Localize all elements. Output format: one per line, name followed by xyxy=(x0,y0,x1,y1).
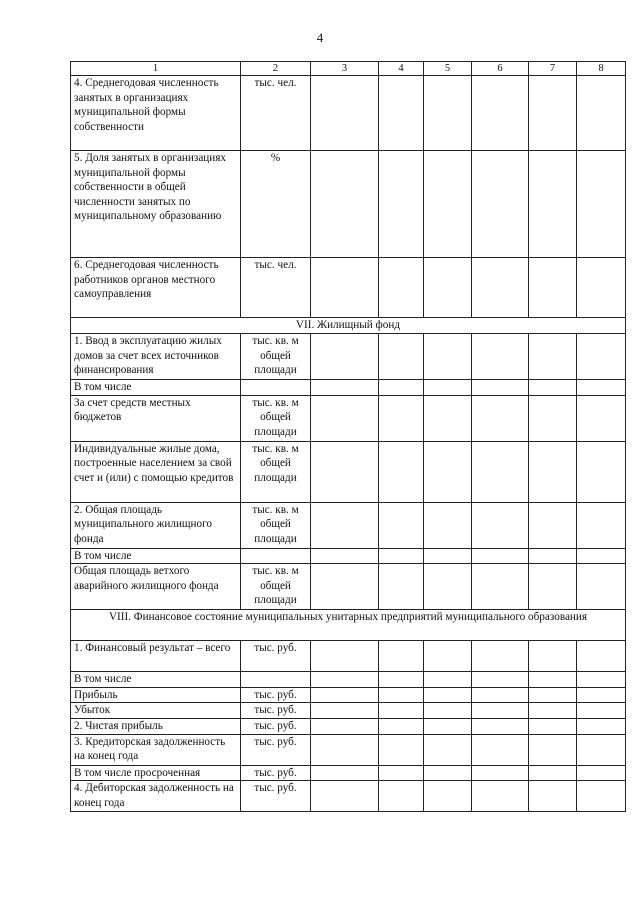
value-cell[interactable] xyxy=(379,564,424,610)
value-cell[interactable] xyxy=(577,718,626,734)
indicator-name: 4. Дебиторская задолженность на конец года xyxy=(71,781,241,812)
section-title: VII. Жилищный фонд xyxy=(71,318,626,334)
value-cell[interactable] xyxy=(311,502,379,548)
value-cell[interactable] xyxy=(424,258,472,318)
value-cell[interactable] xyxy=(577,395,626,441)
value-cell[interactable] xyxy=(424,502,472,548)
value-cell[interactable] xyxy=(424,765,472,781)
table-row xyxy=(71,718,626,734)
value-cell[interactable] xyxy=(379,441,424,502)
value-cell[interactable] xyxy=(379,380,424,396)
section-row xyxy=(71,610,626,641)
value-cell[interactable] xyxy=(311,734,379,765)
value-cell[interactable] xyxy=(577,703,626,719)
indicator-name: За счет средств местных бюджетов xyxy=(71,395,241,441)
value-cell[interactable] xyxy=(424,564,472,610)
header-cell: 2 xyxy=(241,62,311,76)
value-cell[interactable] xyxy=(577,548,626,564)
indicator-unit: тыс. чел. xyxy=(241,258,311,318)
value-cell[interactable] xyxy=(379,641,424,672)
header-cell: 5 xyxy=(424,62,472,76)
table-row xyxy=(71,765,626,781)
value-cell[interactable] xyxy=(529,734,577,765)
value-cell[interactable] xyxy=(529,76,577,151)
indicator-unit: тыс. руб. xyxy=(241,703,311,719)
table-row xyxy=(71,151,626,258)
value-cell[interactable] xyxy=(472,334,529,380)
indicator-unit: тыс. кв. м общей площади xyxy=(241,564,311,610)
value-cell[interactable] xyxy=(311,441,379,502)
value-cell[interactable] xyxy=(379,734,424,765)
value-cell[interactable] xyxy=(311,395,379,441)
value-cell[interactable] xyxy=(472,718,529,734)
value-cell[interactable] xyxy=(379,687,424,703)
value-cell[interactable] xyxy=(424,703,472,719)
indicator-name: 3. Кредиторская задолженность на конец года xyxy=(71,734,241,765)
table-row xyxy=(71,781,626,812)
value-cell[interactable] xyxy=(529,703,577,719)
value-cell[interactable] xyxy=(472,687,529,703)
indicator-unit: тыс. кв. м общей площади xyxy=(241,502,311,548)
table-row xyxy=(71,672,626,688)
indicator-unit: тыс. руб. xyxy=(241,765,311,781)
value-cell[interactable] xyxy=(311,641,379,672)
value-cell[interactable] xyxy=(424,641,472,672)
indicator-unit: тыс. руб. xyxy=(241,641,311,672)
value-cell[interactable] xyxy=(472,380,529,396)
value-cell[interactable] xyxy=(577,502,626,548)
value-cell[interactable] xyxy=(529,548,577,564)
indicator-unit: тыс. чел. xyxy=(241,76,311,151)
value-cell[interactable] xyxy=(311,672,379,688)
value-cell[interactable] xyxy=(472,151,529,258)
value-cell[interactable] xyxy=(424,734,472,765)
value-cell[interactable] xyxy=(472,564,529,610)
indicator-name: Общая площадь ветхого аварийного жилищного фонда xyxy=(71,564,241,610)
value-cell[interactable] xyxy=(577,564,626,610)
value-cell[interactable] xyxy=(577,687,626,703)
indicator-unit: тыс. кв. м общей площади xyxy=(241,334,311,380)
table-row xyxy=(71,395,626,441)
value-cell[interactable] xyxy=(577,380,626,396)
value-cell[interactable] xyxy=(379,781,424,812)
table-row xyxy=(71,548,626,564)
value-cell[interactable] xyxy=(379,502,424,548)
header-cell: 8 xyxy=(577,62,626,76)
value-cell[interactable] xyxy=(577,258,626,318)
value-cell[interactable] xyxy=(472,395,529,441)
value-cell[interactable] xyxy=(529,672,577,688)
header-cell: 3 xyxy=(311,62,379,76)
value-cell[interactable] xyxy=(472,548,529,564)
value-cell[interactable] xyxy=(472,672,529,688)
indicator-unit: тыс. кв. м общей площади xyxy=(241,441,311,502)
indicator-unit: тыс. руб. xyxy=(241,734,311,765)
value-cell[interactable] xyxy=(472,734,529,765)
indicator-name: 2. Чистая прибыль xyxy=(71,718,241,734)
value-cell[interactable] xyxy=(424,441,472,502)
indicator-name: Убыток xyxy=(71,703,241,719)
value-cell[interactable] xyxy=(577,151,626,258)
value-cell[interactable] xyxy=(577,76,626,151)
indicator-name: 5. Доля занятых в организациях муниципальной формы собственности в общей численности занятых по муниципальному образованию xyxy=(71,151,241,258)
value-cell[interactable] xyxy=(529,395,577,441)
value-cell[interactable] xyxy=(529,258,577,318)
value-cell[interactable] xyxy=(311,703,379,719)
value-cell[interactable] xyxy=(577,441,626,502)
indicator-name: 1. Финансовый результат – всего xyxy=(71,641,241,672)
table-row xyxy=(71,564,626,610)
value-cell[interactable] xyxy=(379,718,424,734)
value-cell[interactable] xyxy=(529,765,577,781)
value-cell[interactable] xyxy=(311,564,379,610)
value-cell[interactable] xyxy=(379,151,424,258)
value-cell[interactable] xyxy=(577,734,626,765)
header-cell: 6 xyxy=(472,62,529,76)
indicator-name: Прибыль xyxy=(71,687,241,703)
value-cell[interactable] xyxy=(311,151,379,258)
value-cell[interactable] xyxy=(577,781,626,812)
value-cell[interactable] xyxy=(424,548,472,564)
value-cell[interactable] xyxy=(424,687,472,703)
table-row xyxy=(71,703,626,719)
value-cell[interactable] xyxy=(529,151,577,258)
indicator-name: В том числе xyxy=(71,672,241,688)
value-cell[interactable] xyxy=(379,703,424,719)
value-cell[interactable] xyxy=(311,781,379,812)
value-cell[interactable] xyxy=(424,718,472,734)
value-cell[interactable] xyxy=(577,765,626,781)
value-cell[interactable] xyxy=(424,334,472,380)
value-cell[interactable] xyxy=(311,548,379,564)
value-cell[interactable] xyxy=(529,718,577,734)
header-cell: 7 xyxy=(529,62,577,76)
indicator-name: 2. Общая площадь муниципального жилищного фонда xyxy=(71,502,241,548)
value-cell[interactable] xyxy=(529,687,577,703)
value-cell[interactable] xyxy=(424,76,472,151)
value-cell[interactable] xyxy=(379,334,424,380)
value-cell[interactable] xyxy=(424,781,472,812)
value-cell[interactable] xyxy=(311,334,379,380)
page-number: 4 xyxy=(316,30,324,45)
indicator-name: В том числе xyxy=(71,548,241,564)
value-cell[interactable] xyxy=(529,564,577,610)
value-cell[interactable] xyxy=(311,687,379,703)
header-row xyxy=(71,62,626,76)
indicator-name: В том числе просроченная xyxy=(71,765,241,781)
table-row xyxy=(71,76,626,151)
value-cell[interactable] xyxy=(529,380,577,396)
value-cell[interactable] xyxy=(311,718,379,734)
indicator-unit xyxy=(241,380,311,396)
table-row xyxy=(71,258,626,318)
value-cell[interactable] xyxy=(311,380,379,396)
value-cell[interactable] xyxy=(379,672,424,688)
value-cell[interactable] xyxy=(379,76,424,151)
header-cell: 4 xyxy=(379,62,424,76)
value-cell[interactable] xyxy=(529,334,577,380)
indicator-name: 6. Среднегодовая численность работников органов местного самоуправления xyxy=(71,258,241,318)
value-cell[interactable] xyxy=(529,441,577,502)
table-row xyxy=(71,687,626,703)
indicator-unit xyxy=(241,548,311,564)
value-cell[interactable] xyxy=(577,672,626,688)
indicator-unit: тыс. руб. xyxy=(241,781,311,812)
value-cell[interactable] xyxy=(472,703,529,719)
indicator-unit xyxy=(241,672,311,688)
value-cell[interactable] xyxy=(472,258,529,318)
indicator-name: Индивидуальные жилые дома, построенные населением за свой счет и (или) с помощью кредитов xyxy=(71,441,241,502)
indicators-table xyxy=(70,61,626,812)
value-cell[interactable] xyxy=(311,76,379,151)
value-cell[interactable] xyxy=(311,258,379,318)
section-title: VIII. Финансовое состояние муниципальных унитарных предприятий муниципального образования xyxy=(71,610,626,641)
indicator-name: В том числе xyxy=(71,380,241,396)
value-cell[interactable] xyxy=(529,502,577,548)
value-cell[interactable] xyxy=(379,765,424,781)
value-cell[interactable] xyxy=(424,151,472,258)
table-row xyxy=(71,641,626,672)
value-cell[interactable] xyxy=(379,548,424,564)
value-cell[interactable] xyxy=(529,641,577,672)
value-cell[interactable] xyxy=(379,258,424,318)
table-row xyxy=(71,734,626,765)
value-cell[interactable] xyxy=(472,641,529,672)
indicator-unit: % xyxy=(241,151,311,258)
indicator-unit: тыс. руб. xyxy=(241,718,311,734)
table-row xyxy=(71,380,626,396)
indicator-unit: тыс. руб. xyxy=(241,687,311,703)
value-cell[interactable] xyxy=(472,765,529,781)
value-cell[interactable] xyxy=(577,334,626,380)
value-cell[interactable] xyxy=(311,765,379,781)
header-cell: 1 xyxy=(71,62,241,76)
value-cell[interactable] xyxy=(472,76,529,151)
value-cell[interactable] xyxy=(424,380,472,396)
value-cell[interactable] xyxy=(379,395,424,441)
value-cell[interactable] xyxy=(424,672,472,688)
table-row xyxy=(71,334,626,380)
value-cell[interactable] xyxy=(472,502,529,548)
table-row xyxy=(71,441,626,502)
value-cell[interactable] xyxy=(424,395,472,441)
value-cell[interactable] xyxy=(472,781,529,812)
value-cell[interactable] xyxy=(472,441,529,502)
value-cell[interactable] xyxy=(529,781,577,812)
indicator-name: 1. Ввод в эксплуатацию жилых домов за счет всех источников финансирования xyxy=(71,334,241,380)
value-cell[interactable] xyxy=(577,641,626,672)
indicator-unit: тыс. кв. м общей площади xyxy=(241,395,311,441)
section-row xyxy=(71,318,626,334)
indicator-name: 4. Среднегодовая численность занятых в организациях муниципальной формы собственности xyxy=(71,76,241,151)
table-row xyxy=(71,502,626,548)
